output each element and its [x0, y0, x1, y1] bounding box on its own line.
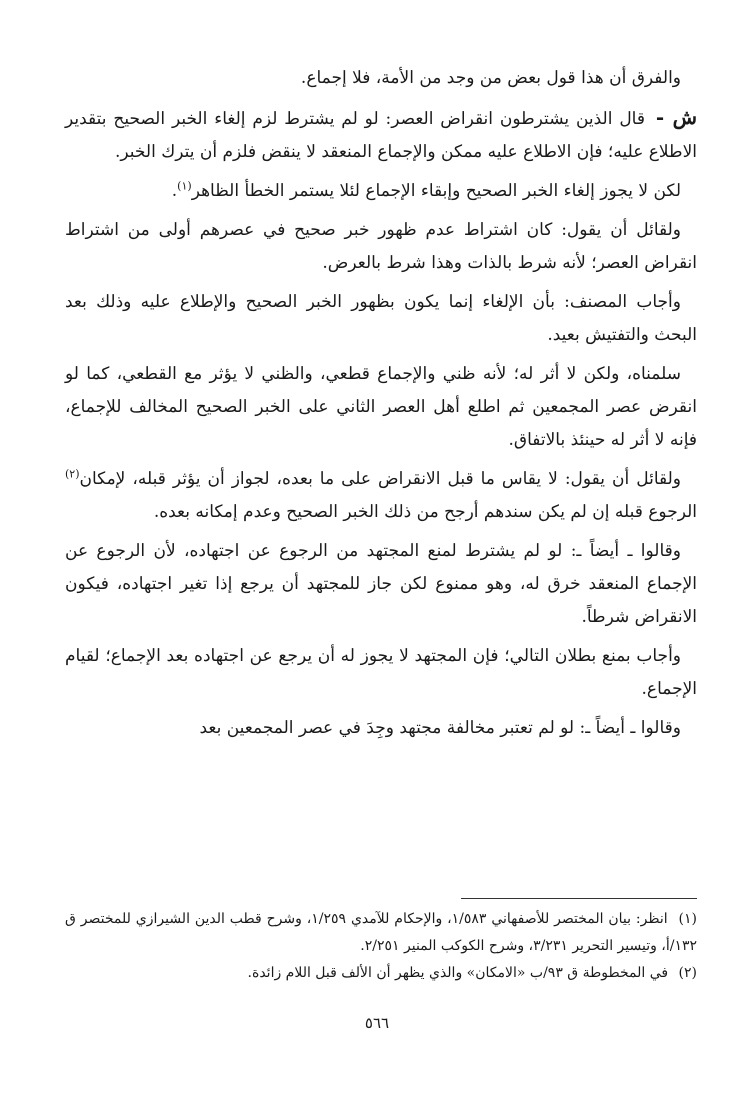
footnote-number: (٢) — [678, 965, 697, 981]
sharh-marker: ش - — [655, 105, 698, 129]
footnote-2: (٢) في المخطوطة ق ٩٣/ب «الامكان» والذي يظهر أن الألف قبل اللام زائدة. — [247, 965, 697, 981]
footnote-number: (١) — [678, 911, 698, 927]
paragraph-2: ش - قال الذين يشترطون انقراض العصر: لو لم يشترط لزم إلغاء الخبر الصحيح بتقدير الاطلاع عليه؛ فإن الاطلاع عليه ممكن والإجماع المنعقد لا ينقض فلزم أن يترك الخبر. — [65, 105, 698, 162]
footnotes — [65, 906, 697, 987]
paragraph-4: ولقائل أن يقول: كان اشتراط عدم ظهور خبر صحيح في عصرهم أولى من اشتراط انقراض العصر؛ لأنه شرط بالذات وهذا شرط بالعرض. — [65, 220, 697, 273]
footnote-1: (١) انظر: بيان المختصر للأصفهاني ١/٥٨٣، والإحكام للآمدي ١/٢٥٩، وشرح قطب الدين الشيرازي للمختصر ق ١٣٢/أ، وتيسير التحرير ٣/٢٣١، وشرح الكوكب المنير ٢/٢٥١. — [65, 911, 698, 954]
paragraph-5: وأجاب المصنف: بأن الإلغاء إنما يكون بظهور الخبر الصحيح والإطلاع عليه وذلك بعد البحث والتفتيش بعيد. — [65, 292, 697, 345]
page-number: ٥٦٦ — [364, 1014, 390, 1032]
footnote-ref-2[interactable]: (٢) — [65, 467, 80, 481]
paragraph-9: وأجاب بمنع بطلان التالي؛ فإن المجتهد لا يجوز له أن يرجع عن اجتهاده بعد الإجماع؛ لقيام الإجماع. — [65, 646, 697, 699]
paragraph-1: والفرق أن هذا قول بعض من وجد من الأمة، فلا إجماع. — [300, 68, 681, 88]
paragraph-6: سلمناه، ولكن لا أثر له؛ لأنه ظني والإجماع قطعي، والظني لا يؤثر مع القطعي، كما لو انقرض عصر المجمعين ثم اطلع أهل العصر الثاني على الخبر الصحيح المخالف للإجماع، فإنه لا أثر له حينئذ بالاتفاق. — [65, 364, 697, 450]
paragraph-7: ولقائل أن يقول: لا يقاس ما قبل الانقراض على ما بعده، لجواز أن يؤثر قبله، لإمكان$^{(٢)}$ الرجوع قبله إن لم يكن سندهم أرجح من ذلك الخبر الصحيح وعدم إمكانه بعده. — [65, 467, 697, 522]
main-text — [65, 62, 697, 751]
paragraph-3: لكن لا يجوز إلغاء الخبر الصحيح وإبقاء الإجماع لئلا يستمر الخطأ الظاهر$^{(١)}$. — [171, 179, 681, 201]
footnote-divider — [461, 898, 697, 899]
paragraph-8: وقالوا ـ أيضاً ـ: لو لم يشترط لمنع المجتهد من الرجوع عن اجتهاده، لأن الرجوع عن الإجماع المنعقد خرق له، وهو ممنوع لكن جاز للمجتهد أن يرجع إذا تغير اجتهاده، فيكون الانقراض شرطاً. — [65, 541, 697, 627]
paragraph-10: وقالوا ـ أيضاً ـ: لو لم تعتبر مخالفة مجتهد وجِدَ في عصر المجمعين بعد — [199, 718, 681, 738]
footnote-ref-1[interactable]: (١) — [177, 179, 192, 193]
